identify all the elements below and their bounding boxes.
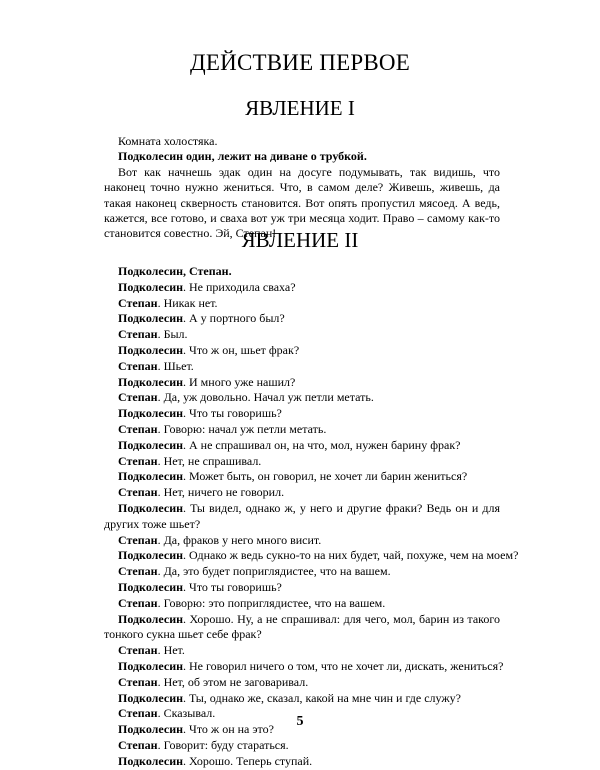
dialogue-line (104, 343, 500, 359)
speaker-name: Степан (118, 643, 158, 658)
dialogue-line (104, 596, 500, 612)
speaker-name: Степан (118, 327, 158, 342)
dialogue-line (104, 390, 500, 406)
dialogue-line (104, 406, 500, 422)
line-text: . Ты видел, однако ж, у него и другие фраки? Ведь он и для других тоже шьет? (104, 500, 500, 531)
line-text: . А у портного был? (183, 311, 285, 326)
line-text: . Сказывал. (157, 706, 216, 721)
dialogue-line (104, 296, 500, 312)
line-text: . Говорю: начал уж петли метать. (157, 421, 327, 436)
dialogue-line (104, 548, 519, 564)
speaker-name: Подколесин (118, 437, 184, 452)
speaker-name: Степан (118, 453, 158, 468)
line-text: . Не приходила сваха? (183, 279, 296, 294)
speaker-name: Подколесин (118, 548, 184, 563)
dialogue-line (104, 485, 500, 501)
speaker-name: Степан (118, 674, 158, 689)
dialogue-line (104, 501, 500, 533)
line-text: . Нет. (157, 643, 185, 658)
speaker-name: Степан (118, 421, 158, 436)
stage-direction (104, 149, 500, 164)
speaker-name: Подколесин (118, 753, 184, 768)
dialogue-line (104, 675, 500, 691)
dialogue-line (104, 359, 500, 375)
line-text: . Может быть, он говорил, не хочет ли барин жениться? (183, 469, 468, 484)
speaker-name: Степан (118, 358, 158, 373)
scene-1-title: ЯВЛЕНИЕ I (245, 96, 355, 120)
line-text: . Однако ж ведь сукно-то на них будет, чай, похуже, чем на моем? (183, 548, 519, 563)
speaker-name: Подколесин (118, 690, 184, 705)
dialogue-line (104, 454, 500, 470)
dialogue-line (104, 612, 500, 644)
speaker-name: Степан (118, 595, 158, 610)
line-text: . Хорошо. Ну, а не спрашивал: для чего, мол, барин из такого тонкого сукна шьет себе фрак? (104, 611, 500, 642)
dialogue-line (104, 533, 500, 549)
speaker-name: Подколесин (118, 406, 184, 421)
scene-2-body (104, 264, 519, 770)
dialogue-line (104, 311, 500, 327)
dialogue-line (104, 691, 500, 707)
line-text: . Шьет. (157, 358, 194, 373)
dialogue-line (104, 469, 500, 485)
dialogue-line (104, 738, 500, 754)
speaker-name: Степан (118, 706, 158, 721)
dialogue-line (104, 754, 500, 770)
dialogue-line (104, 438, 500, 454)
line-text: . Нет, ничего не говорил. (157, 485, 285, 500)
line-text: . А не спрашивал он, на что, мол, нужен барину фрак? (183, 437, 461, 452)
line-text: . Хорошо. Теперь ступай. (183, 753, 313, 768)
dialogue-line (104, 643, 500, 659)
dialogue-line (104, 422, 500, 438)
speaker-name: Подколесин (118, 579, 184, 594)
speaker-name: Степан (118, 390, 158, 405)
speaker-name: Подколесин (118, 311, 184, 326)
speaker-name: Степан (118, 485, 158, 500)
line-text: . Говорит: буду стараться. (157, 737, 289, 752)
stage-setting: Комната холостяка. (118, 134, 218, 148)
dialogue (104, 279, 519, 770)
line-text: . И много уже нашил? (183, 374, 296, 389)
speaker-name: Подколесин (118, 469, 184, 484)
line-text: . Нет, об этом не заговаривал. (157, 674, 309, 689)
speaker-name: Подколесин (118, 149, 184, 164)
line-text: . Что ты говоришь? (183, 406, 282, 421)
line-text: . Да, уж довольно. Начал уж петли метать. (157, 390, 374, 405)
dialogue-line (104, 375, 500, 391)
line-text: . Да, это будет поприглядистее, что на вашем. (157, 564, 391, 579)
speaker-name: Подколесин (118, 374, 184, 389)
line-text: . Что ж он, шьет фрак? (183, 342, 300, 357)
speaker-name: Степан (118, 295, 158, 310)
speaker-name: Степан (118, 532, 158, 547)
dialogue-line (104, 280, 500, 296)
monologue: Вот как начнешь эдак один на досуге подумывать, так видишь, что наконец точно нужно жениться. Что, в самом деле? Живешь, живешь, да такая наконец скверность становится. Вот опять пропустил мясоед. А ведь, кажется, все готово, и сваха вот уж три месяца ходит. Право – самому как-то становится совестно. Эй, Степан! (104, 164, 500, 241)
stage-direction-text: один, лежит на диване о трубкой. (183, 149, 367, 164)
speaker-name: Подколесин (118, 500, 184, 515)
line-text: . Был. (157, 327, 188, 342)
speaker-name: Подколесин (118, 342, 184, 357)
dialogue-line (104, 580, 500, 596)
scene-1-body (104, 134, 500, 242)
dialogue-line (104, 327, 500, 343)
dialogue-line (104, 564, 500, 580)
speaker-name: Подколесин (118, 279, 184, 294)
cast-list: Подколесин, Степан. (118, 264, 232, 278)
line-text: . Да, фраков у него много висит. (157, 532, 322, 547)
page-number: 5 (296, 714, 304, 729)
act-title: ДЕЙСТВИЕ ПЕРВОЕ (190, 50, 410, 75)
line-text: . Что ты говоришь? (183, 579, 282, 594)
line-text: . Ты, однако же, сказал, какой на мне чин и где служу? (183, 690, 461, 705)
line-text: . Что ж он на это? (183, 722, 274, 737)
scene-2-title: ЯВЛЕНИЕ II (241, 228, 359, 252)
line-text: . Говорю: это поприглядистее, что на вашем. (157, 595, 386, 610)
speaker-name: Подколесин (118, 658, 184, 673)
line-text: . Никак нет. (157, 295, 218, 310)
speaker-name: Подколесин (118, 611, 184, 626)
speaker-name: Степан (118, 564, 158, 579)
speaker-name: Степан (118, 737, 158, 752)
speaker-name: Подколесин (118, 722, 184, 737)
dialogue-line (104, 658, 504, 675)
line-text: . Не говорил ничего о том, что не хочет ли, дискать, жениться? (183, 658, 504, 673)
line-text: . Нет, не спрашивал. (157, 453, 262, 468)
